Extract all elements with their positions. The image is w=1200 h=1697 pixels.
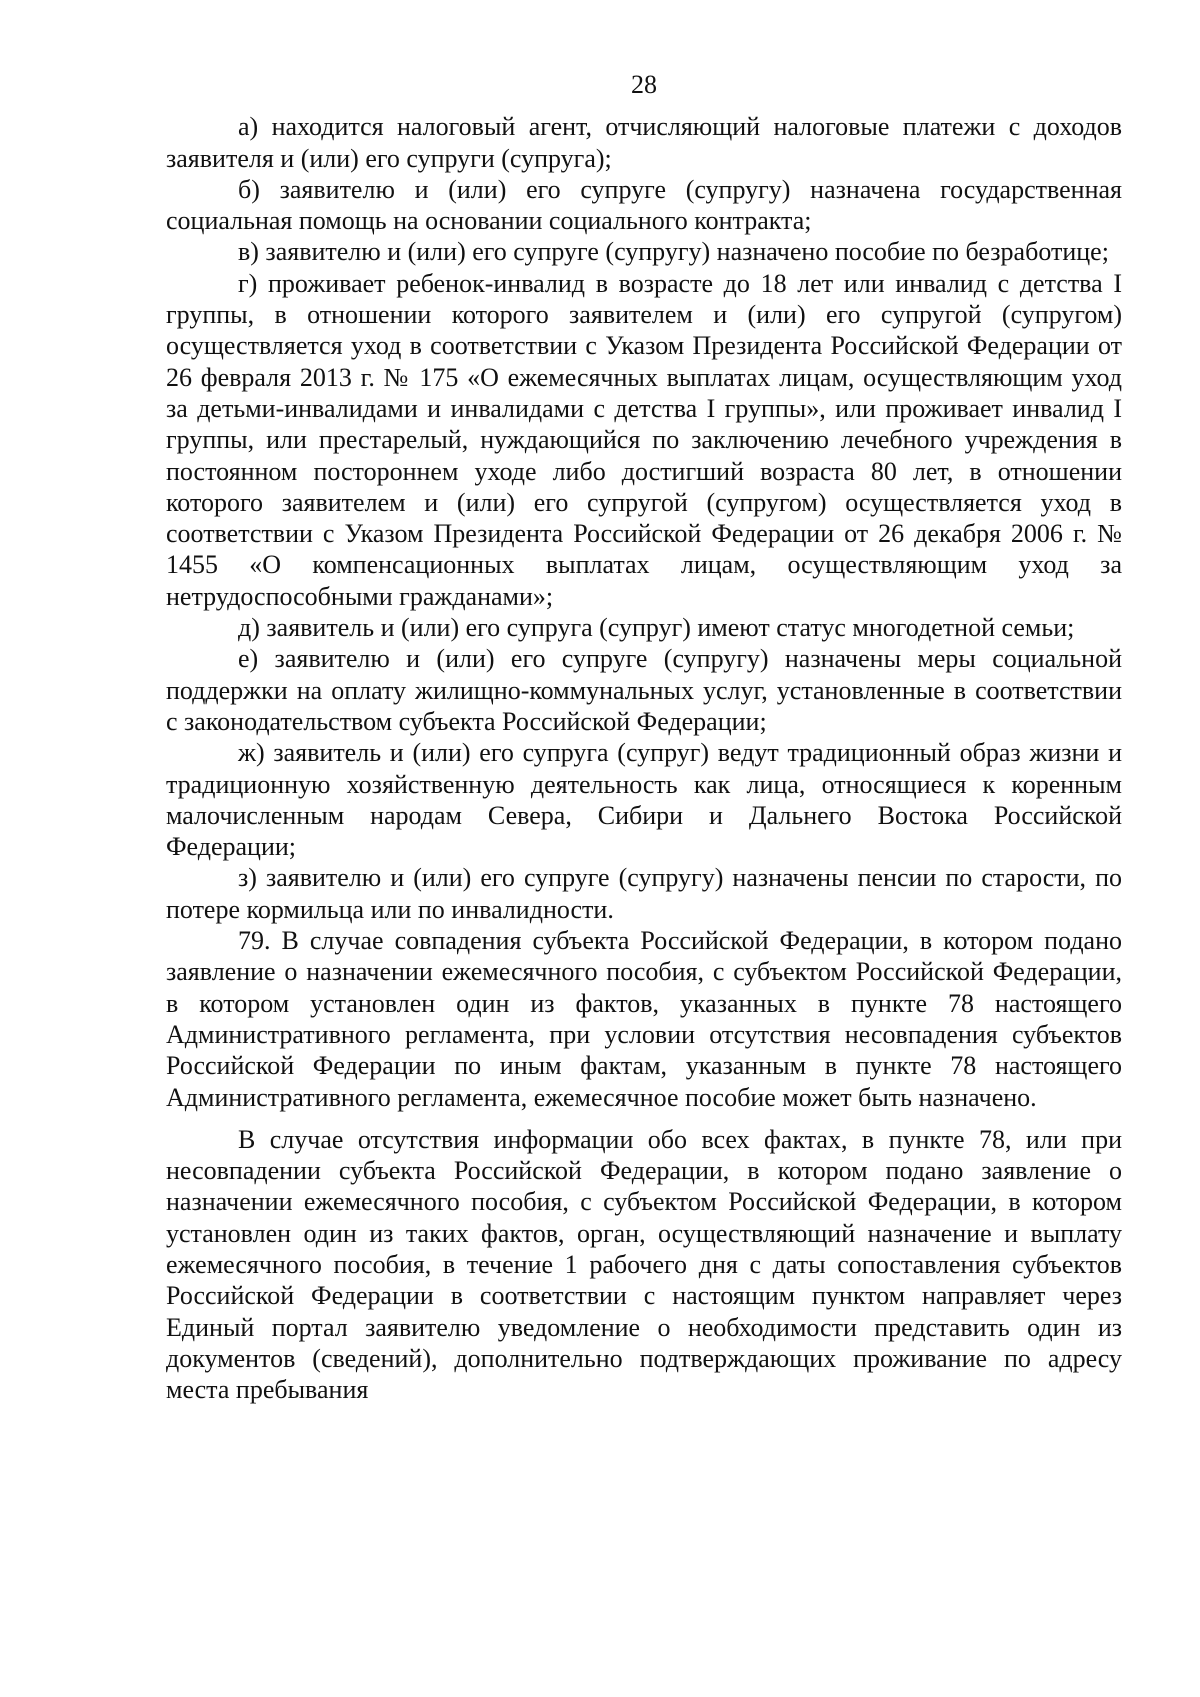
- paragraph-d: д) заявитель и (или) его супруга (супруг) имеют статус многодетной семьи;: [238, 613, 1075, 643]
- page-number: 28: [631, 70, 657, 99]
- paragraph-v: в) заявителю и (или) его супруге (супругу) назначено пособие по безработице;: [238, 237, 1109, 267]
- paragraph-z: з) заявителю и (или) его супруге (супругу) назначены пенсии по старости, по потере кормильца или по инвалидности.: [166, 863, 1122, 924]
- paragraph-79: 79. В случае совпадения субъекта Российской Федерации, в котором подано заявление о назначении ежемесячного пособия, с субъектом Российской Федерации, в котором установлен один из фактов, указанных в пункте 78 настоящего Административного регламента, при условии отсутствия несовпадения субъектов Российской Федерации по иным фактам, указанным в пункте 78 настоящего Административного регламента, ежемесячное пособие может быть назначено.: [166, 926, 1122, 1112]
- paragraph-g: г) проживает ребенок-инвалид в возрасте до 18 лет или инвалид с детства I группы, в отношении которого заявителем и (или) его супругой (супругом) осуществляется уход в соответствии с Указом Президента Российской Федерации от 26 февраля 2013 г. № 175 «О ежемесячных выплатах лицам, осуществляющим уход за детьми-инвалидами и инвалидами с детства I группы», или проживает инвалид I группы, или престарелый, нуждающийся по заключению лечебного учреждения в постоянном постороннем уходе либо достигший возраста 80 лет, в отношении которого заявителем и (или) его супругой (супругом) осуществляется уход в соответствии с Указом Президента Российской Федерации от 26 декабря 2006 г. № 1455 «О компенсационных выплатах лицам, осуществляющим уход за нетрудоспособными гражданами»;: [166, 268, 1122, 611]
- paragraph-a: а) находится налоговый агент, отчисляющий налоговые платежи с доходов заявителя и (или) его супруги (супруга);: [166, 112, 1122, 173]
- paragraph-b: б) заявителю и (или) его супруге (супругу) назначена государственная социальная помощь на основании социального контракта;: [166, 174, 1122, 236]
- paragraph-e: е) заявителю и (или) его супруге (супругу) назначены меры социальной поддержки на оплату жилищно-коммунальных услуг, установленные в соответствии с законодательством субъекта Российской Федерации;: [166, 644, 1122, 736]
- paragraph-notification: В случае отсутствия информации обо всех фактах, в пункте 78, или при несовпадении субъекта Российской Федерации, в котором подано заявление о назначении ежемесячного пособия, с субъектом Российской Федерации, в котором установлен один из таких фактов, орган, осуществляющий назначение и выплату ежемесячного пособия, в течение 1 рабочего дня с даты сопоставления субъектов Российской Федерации в соответствии с настоящим пунктом направляет через Единый портал заявителю уведомление о необходимости представить один из документов (сведений), дополнительно подтверждающих проживание по адресу места пребывания: [166, 1124, 1122, 1405]
- paragraph-zh: ж) заявитель и (или) его супруга (супруг) ведут традиционный образ жизни и традиционную хозяйственную деятельность как лица, относящиеся к коренным малочисленным народам Севера, Сибири и Дальнего Востока Российской Федерации;: [166, 738, 1122, 862]
